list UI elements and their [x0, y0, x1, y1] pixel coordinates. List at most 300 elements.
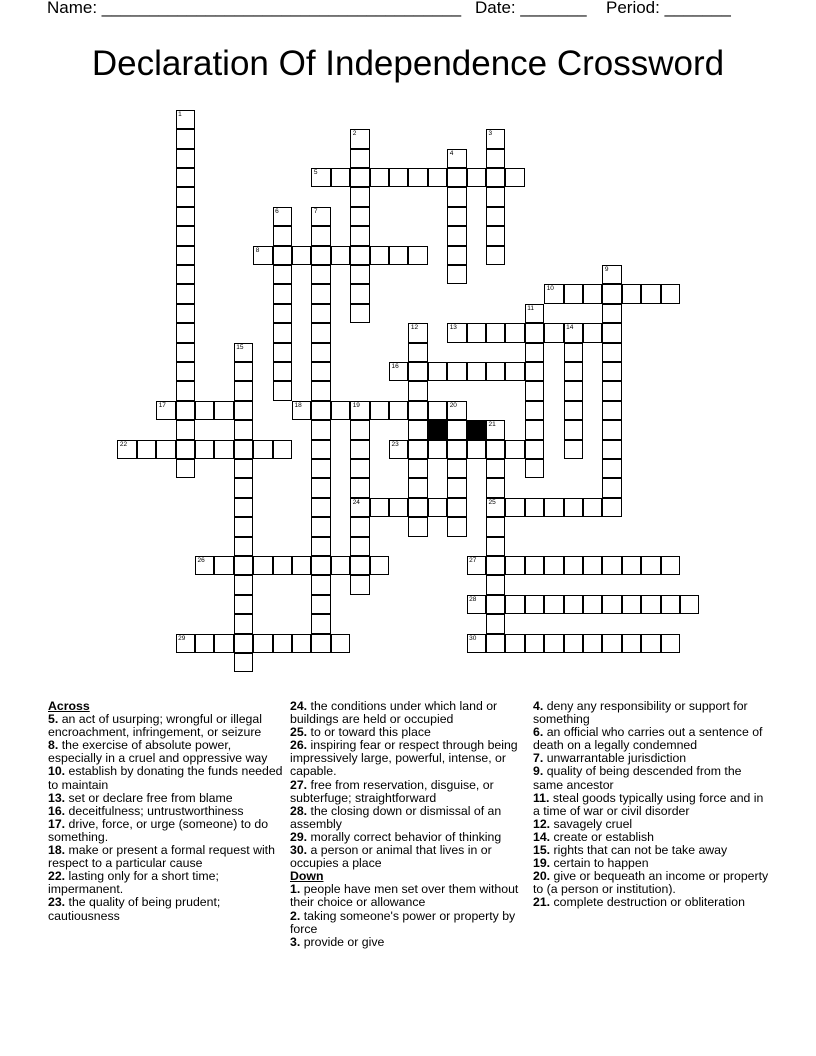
grid-cell[interactable] — [486, 595, 505, 614]
grid-cell[interactable] — [350, 265, 369, 284]
grid-cell[interactable] — [505, 595, 524, 614]
grid-cell[interactable] — [641, 595, 660, 614]
grid-cell[interactable] — [273, 381, 292, 400]
grid-cell[interactable] — [467, 595, 486, 614]
grid-cell[interactable] — [622, 634, 641, 653]
grid-cell[interactable] — [447, 246, 466, 265]
grid-cell[interactable] — [428, 362, 447, 381]
grid-cell[interactable] — [370, 556, 389, 575]
grid-cell[interactable] — [486, 168, 505, 187]
grid-cell[interactable] — [564, 498, 583, 517]
grid-cell[interactable] — [447, 323, 466, 342]
grid-cell[interactable] — [311, 362, 330, 381]
grid-cell[interactable] — [583, 323, 602, 342]
grid-cell[interactable] — [311, 498, 330, 517]
grid-cell[interactable] — [273, 226, 292, 245]
grid-cell[interactable] — [389, 246, 408, 265]
grid-cell[interactable] — [350, 498, 369, 517]
grid-cell[interactable] — [273, 343, 292, 362]
grid-cell[interactable] — [602, 440, 621, 459]
grid-cell[interactable] — [176, 304, 195, 323]
grid-cell[interactable] — [311, 246, 330, 265]
grid-cell[interactable] — [661, 556, 680, 575]
grid-cell[interactable] — [156, 440, 175, 459]
grid-cell[interactable] — [214, 401, 233, 420]
grid-cell[interactable] — [214, 556, 233, 575]
grid-cell[interactable] — [253, 556, 272, 575]
grid-cell[interactable] — [176, 420, 195, 439]
grid-cell[interactable] — [234, 634, 253, 653]
grid-cell[interactable] — [447, 362, 466, 381]
grid-cell[interactable] — [195, 556, 214, 575]
grid-cell[interactable] — [486, 226, 505, 245]
grid-cell[interactable] — [370, 168, 389, 187]
grid-cell[interactable] — [486, 537, 505, 556]
grid-cell[interactable] — [525, 420, 544, 439]
clue-number: 4 — [449, 149, 454, 157]
grid-cell[interactable] — [544, 634, 563, 653]
grid-cell[interactable] — [408, 168, 427, 187]
grid-cell[interactable] — [525, 343, 544, 362]
clue-number: 3 — [488, 130, 493, 138]
grid-cell[interactable] — [234, 362, 253, 381]
grid-cell[interactable] — [602, 556, 621, 575]
grid-cell[interactable] — [564, 343, 583, 362]
grid-cell[interactable] — [602, 634, 621, 653]
grid-cell[interactable] — [447, 498, 466, 517]
grid-cell[interactable] — [505, 440, 524, 459]
grid-cell[interactable] — [564, 381, 583, 400]
grid-cell[interactable] — [525, 459, 544, 478]
grid-cell[interactable] — [214, 634, 233, 653]
grid-cell[interactable] — [350, 207, 369, 226]
grid-cell[interactable] — [117, 440, 136, 459]
grid-cell[interactable] — [564, 401, 583, 420]
grid-cell[interactable] — [350, 284, 369, 303]
grid-cell[interactable] — [234, 575, 253, 594]
grid-cell[interactable] — [176, 149, 195, 168]
grid-cell[interactable] — [467, 323, 486, 342]
grid-cell[interactable] — [564, 440, 583, 459]
clue-item — [533, 700, 769, 726]
grid-cell[interactable] — [661, 595, 680, 614]
grid-cell[interactable] — [447, 401, 466, 420]
grid-cell[interactable] — [447, 265, 466, 284]
clue-number: 27 — [469, 557, 477, 564]
grid-cell[interactable] — [447, 420, 466, 439]
grid-cell[interactable] — [661, 634, 680, 653]
grid-cell[interactable] — [311, 420, 330, 439]
clue-item-text: give or bequeath an income or property to (a person or institution). — [533, 869, 769, 897]
grid-cell[interactable] — [311, 343, 330, 362]
grid-cell[interactable] — [176, 440, 195, 459]
grid-cell[interactable] — [602, 304, 621, 323]
grid-cell[interactable] — [234, 498, 253, 517]
grid-cell[interactable] — [331, 168, 350, 187]
grid-cell[interactable] — [292, 401, 311, 420]
grid-cell[interactable] — [486, 614, 505, 633]
grid-cell[interactable] — [311, 478, 330, 497]
grid-cell[interactable] — [447, 207, 466, 226]
grid-cell[interactable] — [408, 478, 427, 497]
grid-cell[interactable] — [602, 459, 621, 478]
grid-cell[interactable] — [564, 634, 583, 653]
grid-cell[interactable] — [234, 459, 253, 478]
grid-cell[interactable] — [311, 226, 330, 245]
grid-cell[interactable] — [311, 401, 330, 420]
grid-cell[interactable] — [292, 246, 311, 265]
grid-cell[interactable] — [622, 556, 641, 575]
grid-cell[interactable] — [505, 634, 524, 653]
grid-cell[interactable] — [176, 226, 195, 245]
grid-cell[interactable] — [408, 246, 427, 265]
grid-cell[interactable] — [602, 498, 621, 517]
grid-cell[interactable] — [486, 207, 505, 226]
grid-cell[interactable] — [311, 381, 330, 400]
grid-cell[interactable] — [583, 595, 602, 614]
grid-cell[interactable] — [273, 265, 292, 284]
clue-item-text: unwarrantable jurisdiction — [546, 751, 687, 766]
grid-cell[interactable] — [176, 207, 195, 226]
grid-cell[interactable] — [661, 284, 680, 303]
grid-cell[interactable] — [273, 323, 292, 342]
grid-cell[interactable] — [447, 226, 466, 245]
grid-cell[interactable] — [176, 284, 195, 303]
grid-cell[interactable] — [137, 440, 156, 459]
grid-cell[interactable] — [408, 517, 427, 536]
grid-cell[interactable] — [331, 401, 350, 420]
grid-cell[interactable] — [311, 556, 330, 575]
grid-cell[interactable] — [350, 459, 369, 478]
grid-cell[interactable] — [389, 440, 408, 459]
grid-cell[interactable] — [525, 401, 544, 420]
grid-cell[interactable] — [311, 575, 330, 594]
grid-cell[interactable] — [292, 634, 311, 653]
grid-cell[interactable] — [486, 440, 505, 459]
grid-cell[interactable] — [408, 323, 427, 342]
grid-cell[interactable] — [311, 323, 330, 342]
grid-cell[interactable] — [408, 362, 427, 381]
grid-cell[interactable] — [389, 498, 408, 517]
grid-cell[interactable] — [583, 284, 602, 303]
clue-item — [48, 739, 284, 765]
clue-column-1 — [48, 700, 284, 923]
grid-cell[interactable] — [370, 401, 389, 420]
clue-number: 9 — [604, 266, 609, 273]
grid-cell[interactable] — [195, 401, 214, 420]
grid-cell[interactable] — [253, 246, 272, 265]
grid-cell[interactable] — [583, 498, 602, 517]
grid-cell[interactable] — [350, 246, 369, 265]
grid-cell[interactable] — [525, 498, 544, 517]
grid-cell[interactable] — [447, 478, 466, 497]
grid-cell[interactable] — [641, 284, 660, 303]
grid-cell[interactable] — [408, 440, 427, 459]
grid-cell[interactable] — [311, 634, 330, 653]
grid-cell[interactable] — [564, 556, 583, 575]
grid-cell[interactable] — [602, 284, 621, 303]
grid-cell[interactable] — [525, 362, 544, 381]
grid-cell[interactable] — [564, 595, 583, 614]
grid-cell[interactable] — [273, 246, 292, 265]
grid-cell[interactable] — [467, 362, 486, 381]
grid-cell[interactable] — [544, 498, 563, 517]
grid-cell[interactable] — [602, 265, 621, 284]
grid-cell[interactable] — [350, 420, 369, 439]
clue-item-number: 22. — [48, 869, 66, 884]
grid-cell[interactable] — [176, 129, 195, 148]
grid-cell[interactable] — [156, 401, 175, 420]
grid-cell[interactable] — [176, 246, 195, 265]
clue-item-text: an act of usurping; wrongful or illegal encroachment, infringement, or seizure — [48, 712, 262, 740]
grid-cell[interactable] — [234, 401, 253, 420]
clue-item-number: 5. — [48, 712, 59, 727]
grid-cell[interactable] — [641, 556, 660, 575]
grid-cell[interactable] — [311, 284, 330, 303]
grid-cell[interactable] — [176, 110, 195, 129]
grid-cell[interactable] — [505, 168, 524, 187]
grid-cell[interactable] — [234, 517, 253, 536]
grid-cell[interactable] — [273, 634, 292, 653]
grid-cell[interactable] — [389, 362, 408, 381]
grid-cell[interactable] — [311, 517, 330, 536]
grid-cell[interactable] — [544, 556, 563, 575]
grid-cell[interactable] — [389, 401, 408, 420]
grid-cell[interactable] — [311, 168, 330, 187]
grid-cell[interactable] — [602, 343, 621, 362]
clue-item-number: 27. — [290, 777, 308, 792]
grid-cell[interactable] — [602, 381, 621, 400]
grid-cell[interactable] — [350, 129, 369, 148]
grid-cell[interactable] — [350, 168, 369, 187]
grid-cell[interactable] — [544, 284, 563, 303]
grid-cell[interactable] — [273, 284, 292, 303]
grid-cell[interactable] — [428, 440, 447, 459]
grid-cell[interactable] — [525, 440, 544, 459]
grid-cell[interactable] — [505, 362, 524, 381]
grid-cell[interactable] — [350, 575, 369, 594]
grid-cell[interactable] — [176, 459, 195, 478]
grid-cell[interactable] — [311, 440, 330, 459]
grid-cell[interactable] — [428, 401, 447, 420]
grid-cell[interactable] — [311, 304, 330, 323]
grid-cell[interactable] — [176, 401, 195, 420]
grid-cell[interactable] — [602, 478, 621, 497]
grid-cell[interactable] — [641, 634, 660, 653]
grid-cell[interactable] — [486, 478, 505, 497]
grid-cell[interactable] — [602, 401, 621, 420]
grid-cell[interactable] — [273, 440, 292, 459]
grid-cell[interactable] — [447, 149, 466, 168]
grid-cell[interactable] — [486, 420, 505, 439]
grid-cell[interactable] — [195, 634, 214, 653]
grid-cell[interactable] — [311, 207, 330, 226]
grid-cell[interactable] — [176, 362, 195, 381]
grid-cell[interactable] — [505, 498, 524, 517]
grid-cell[interactable] — [350, 226, 369, 245]
grid-cell[interactable] — [486, 634, 505, 653]
grid-cell[interactable] — [467, 168, 486, 187]
grid-cell[interactable] — [486, 362, 505, 381]
grid-cell[interactable] — [486, 129, 505, 148]
grid-cell[interactable] — [505, 323, 524, 342]
grid-cell[interactable] — [564, 323, 583, 342]
grid-cell[interactable] — [525, 381, 544, 400]
grid-cell[interactable] — [234, 595, 253, 614]
grid-cell[interactable] — [234, 537, 253, 556]
grid-cell[interactable] — [195, 440, 214, 459]
grid-cell[interactable] — [564, 284, 583, 303]
grid-cell[interactable] — [176, 187, 195, 206]
grid-cell[interactable] — [486, 459, 505, 478]
clue-item-number: 29. — [290, 829, 308, 844]
grid-cell[interactable] — [408, 343, 427, 362]
grid-cell[interactable] — [447, 168, 466, 187]
grid-cell[interactable] — [176, 168, 195, 187]
clue-item-number: 23. — [48, 895, 66, 910]
grid-cell[interactable] — [214, 440, 233, 459]
grid-cell[interactable] — [505, 556, 524, 575]
grid-cell[interactable] — [176, 265, 195, 284]
grid-cell[interactable] — [350, 556, 369, 575]
grid-cell[interactable] — [622, 595, 641, 614]
grid-cell[interactable] — [564, 362, 583, 381]
clue-item-number: 6. — [533, 725, 544, 740]
grid-cell[interactable] — [486, 246, 505, 265]
grid-cell[interactable] — [273, 304, 292, 323]
clue-item — [533, 870, 769, 896]
grid-cell[interactable] — [467, 556, 486, 575]
grid-cell[interactable] — [583, 634, 602, 653]
grid-cell[interactable] — [311, 614, 330, 633]
grid-cell[interactable] — [176, 323, 195, 342]
grid-cell[interactable] — [447, 459, 466, 478]
grid-cell[interactable] — [370, 246, 389, 265]
clue-number: 20 — [449, 401, 457, 409]
grid-cell[interactable] — [311, 265, 330, 284]
grid-cell[interactable] — [370, 498, 389, 517]
grid-cell[interactable] — [544, 323, 563, 342]
grid-cell[interactable] — [311, 595, 330, 614]
black-cell — [428, 420, 447, 439]
grid-cell[interactable] — [408, 381, 427, 400]
page-title: Declaration Of Independence Crossword — [91, 44, 725, 83]
grid-cell[interactable] — [467, 634, 486, 653]
grid-cell[interactable] — [408, 459, 427, 478]
grid-cell[interactable] — [234, 381, 253, 400]
grid-cell[interactable] — [234, 440, 253, 459]
grid-cell[interactable] — [486, 323, 505, 342]
grid-cell[interactable] — [525, 323, 544, 342]
grid-cell[interactable] — [602, 420, 621, 439]
clue-item — [290, 700, 524, 726]
grid-cell[interactable] — [486, 187, 505, 206]
grid-cell[interactable] — [622, 284, 641, 303]
grid-cell[interactable] — [467, 440, 486, 459]
grid-cell[interactable] — [350, 440, 369, 459]
grid-cell[interactable] — [525, 595, 544, 614]
grid-cell[interactable] — [331, 246, 350, 265]
grid-cell[interactable] — [602, 595, 621, 614]
grid-cell[interactable] — [408, 420, 427, 439]
clue-item-text: steal goods typically using force and in a time of war or civil disorder — [533, 790, 764, 818]
grid-cell[interactable] — [234, 614, 253, 633]
grid-cell[interactable] — [447, 440, 466, 459]
clue-item-number: 14. — [533, 829, 551, 844]
grid-cell[interactable] — [234, 653, 253, 672]
grid-cell[interactable] — [253, 634, 272, 653]
grid-cell[interactable] — [273, 556, 292, 575]
grid-cell[interactable] — [350, 401, 369, 420]
grid-cell[interactable] — [234, 420, 253, 439]
clue-item — [48, 870, 284, 896]
grid-cell[interactable] — [486, 498, 505, 517]
grid-cell[interactable] — [408, 498, 427, 517]
grid-cell[interactable] — [350, 537, 369, 556]
grid-cell[interactable] — [428, 498, 447, 517]
clue-item — [533, 726, 769, 752]
grid-cell[interactable] — [273, 207, 292, 226]
grid-cell[interactable] — [447, 187, 466, 206]
grid-cell[interactable] — [350, 149, 369, 168]
grid-cell[interactable] — [234, 343, 253, 362]
grid-cell[interactable] — [564, 420, 583, 439]
grid-cell[interactable] — [583, 556, 602, 575]
grid-cell[interactable] — [176, 381, 195, 400]
grid-cell[interactable] — [447, 517, 466, 536]
grid-cell[interactable] — [311, 459, 330, 478]
grid-cell[interactable] — [680, 595, 699, 614]
clue-number: 2 — [352, 130, 357, 138]
grid-cell[interactable] — [486, 575, 505, 594]
grid-cell[interactable] — [311, 537, 330, 556]
grid-cell[interactable] — [234, 478, 253, 497]
grid-cell[interactable] — [350, 187, 369, 206]
clue-item-number: 18. — [48, 843, 66, 858]
grid-cell[interactable] — [602, 362, 621, 381]
clue-number: 26 — [197, 557, 205, 564]
grid-cell[interactable] — [486, 517, 505, 536]
grid-cell[interactable] — [408, 401, 427, 420]
clue-item-text: people have men set over them without their choice or allowance — [290, 882, 519, 910]
grid-cell[interactable] — [525, 304, 544, 323]
grid-cell[interactable] — [253, 440, 272, 459]
grid-cell[interactable] — [428, 168, 447, 187]
grid-cell[interactable] — [525, 634, 544, 653]
grid-cell[interactable] — [486, 149, 505, 168]
clue-item-text: free from reservation, disguise, or subterfuge; straightforward — [290, 777, 494, 805]
grid-cell[interactable] — [331, 556, 350, 575]
grid-cell[interactable] — [389, 168, 408, 187]
grid-cell[interactable] — [331, 634, 350, 653]
grid-cell[interactable] — [544, 595, 563, 614]
grid-cell[interactable] — [525, 556, 544, 575]
clue-number: 19 — [352, 401, 360, 409]
grid-cell[interactable] — [486, 556, 505, 575]
clue-item — [48, 844, 284, 870]
grid-cell[interactable] — [273, 362, 292, 381]
clue-item-text: certain to happen — [553, 856, 649, 871]
grid-cell[interactable] — [292, 556, 311, 575]
grid-cell[interactable] — [602, 323, 621, 342]
clue-item-text: set or declare free from blame — [68, 790, 233, 805]
grid-cell[interactable] — [176, 343, 195, 362]
grid-cell[interactable] — [176, 634, 195, 653]
grid-cell[interactable] — [234, 556, 253, 575]
grid-cell[interactable] — [350, 517, 369, 536]
grid-cell[interactable] — [350, 304, 369, 323]
grid-cell[interactable] — [350, 478, 369, 497]
